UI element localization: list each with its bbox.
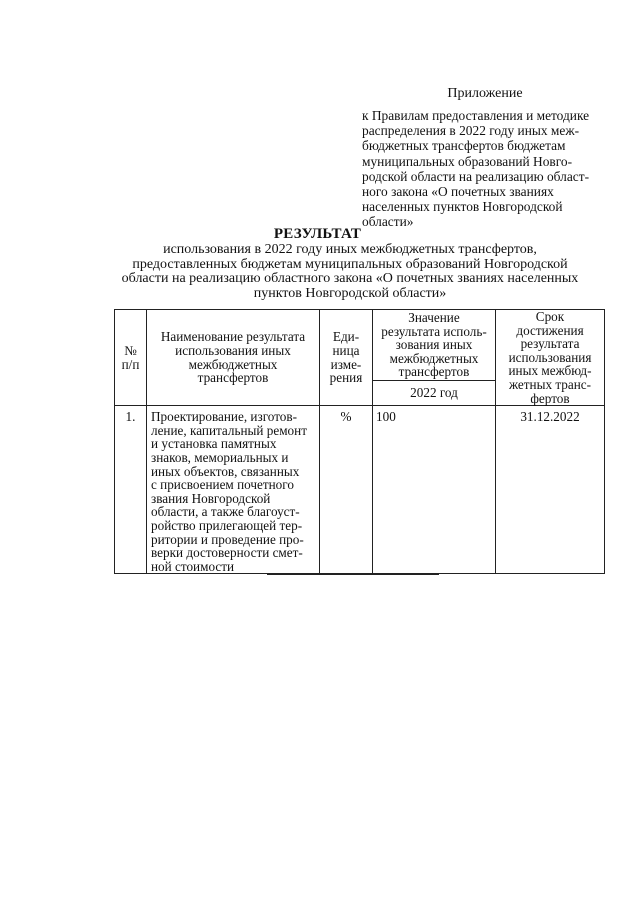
closing-divider: [267, 574, 439, 575]
subtitle-line: области на реализацию областного закона «О почетных званиях населенных: [121, 271, 579, 287]
appendix-line: бюджетных трансфертов бюджетам: [362, 138, 566, 154]
appendix-line: области»: [362, 214, 414, 230]
document-title: РЕЗУЛЬТАТ: [273, 226, 362, 242]
appendix-line: ного закона «О почетных званиях: [362, 184, 554, 200]
header-value: Значение результата исполь- зования иных межбюджетных трансфертов: [373, 310, 496, 381]
header-num: № п/п: [115, 310, 147, 406]
appendix-title: Приложение: [447, 86, 523, 101]
row-term: 31.12.2022: [496, 406, 605, 574]
results-table: [114, 309, 605, 574]
table-row: [115, 406, 605, 574]
appendix-line: населенных пунктов Новгородской: [362, 199, 563, 215]
appendix-line: родской области на реализацию област-: [362, 168, 590, 184]
appendix-line: к Правилам предоставления и методике: [362, 108, 590, 123]
row-name: Проектирование, изготов- ление, капитальный ремонт и установка памятных знаков, мемориальных и иных объектов, связанных с присвоением почетного звания Новгородской области, а также благоуст- ройство прилегающей тер- ритории и проведение про- верки достоверности смет- ной стоимости: [147, 406, 320, 574]
subtitle-line: использования в 2022 году иных межбюджетных трансфертов,: [163, 242, 537, 257]
row-unit: %: [320, 406, 373, 574]
row-value: 100: [373, 406, 496, 574]
header-name: Наименование результата использования иных межбюджетных трансфертов: [147, 310, 320, 406]
appendix-line: муниципальных образований Новго-: [362, 153, 573, 169]
appendix-reference: [362, 108, 602, 230]
header-term: Срок достижения результата использования иных межбюд- жетных транс- фертов: [496, 310, 605, 406]
header-year: 2022 год: [373, 381, 496, 406]
document-subtitle: [100, 243, 600, 301]
subtitle-line: предоставленных бюджетам муниципальных образований Новгородской: [132, 256, 568, 272]
header-unit: Еди- ница изме- рения: [320, 310, 373, 406]
subtitle-line: пунктов Новгородской области»: [253, 285, 447, 301]
table-header-row: [115, 310, 605, 381]
row-num: 1.: [115, 406, 147, 574]
appendix-line: распределения в 2022 году иных меж-: [362, 123, 580, 139]
